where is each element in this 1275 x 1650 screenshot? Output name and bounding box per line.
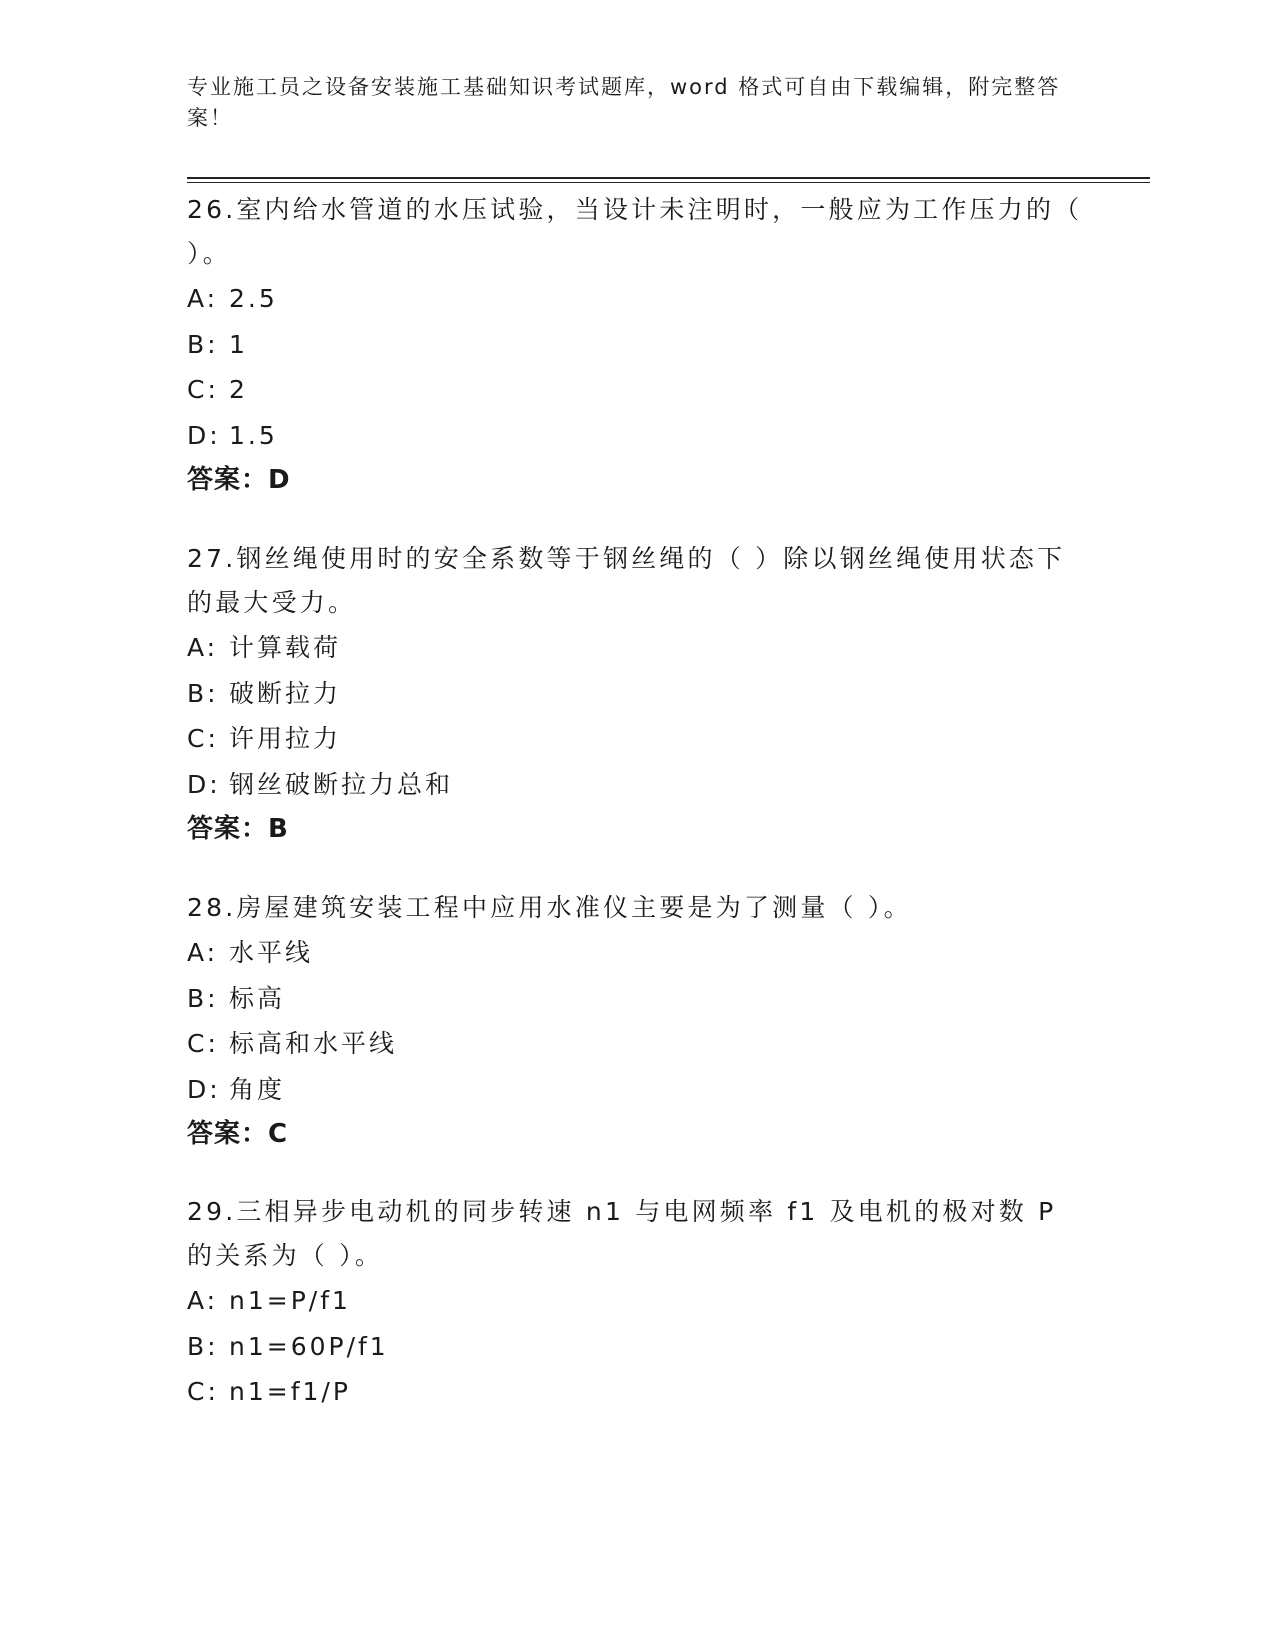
question-stem: 27.钢丝绳使用时的安全系数等于钢丝绳的（ ）除以钢丝绳使用状态下的最大受力。 bbox=[187, 544, 1066, 617]
option-text: 1 bbox=[229, 329, 248, 359]
option-text: 1.5 bbox=[229, 420, 278, 450]
option-text: 破断拉力 bbox=[229, 678, 342, 708]
question-29 bbox=[187, 1190, 1087, 1415]
option-c bbox=[187, 367, 1087, 413]
option-text: 水平线 bbox=[229, 938, 314, 967]
option-letter: A: bbox=[187, 284, 219, 313]
option-text: 2 bbox=[229, 375, 248, 404]
header-rule-thin bbox=[187, 182, 1150, 183]
option-c bbox=[187, 1369, 1087, 1415]
option-letter: A: bbox=[187, 938, 219, 967]
option-letter: D: bbox=[187, 420, 221, 450]
option-d bbox=[187, 762, 1087, 808]
option-a bbox=[187, 1278, 1087, 1324]
option-letter: B: bbox=[187, 329, 219, 359]
option-text: 标高和水平线 bbox=[229, 1029, 398, 1058]
option-d bbox=[187, 1067, 1087, 1113]
option-text: n1=f1/P bbox=[229, 1377, 351, 1406]
option-b bbox=[187, 1324, 1087, 1370]
option-b bbox=[187, 671, 1087, 717]
document-header: 专业施工员之设备安装施工基础知识考试题库，word 格式可自由下载编辑，附完整答案！ bbox=[187, 75, 1061, 130]
question-stem: 26.室内给水管道的水压试验，当设计未注明时，一般应为工作压力的（ ）。 bbox=[187, 195, 1083, 268]
question-26 bbox=[187, 188, 1087, 502]
option-b bbox=[187, 322, 1087, 368]
option-text: 2.5 bbox=[229, 284, 278, 313]
answer-line: 答案：D bbox=[187, 465, 291, 495]
option-letter: C: bbox=[187, 1029, 219, 1058]
option-c bbox=[187, 716, 1087, 762]
header-rule-thick bbox=[187, 177, 1150, 179]
question-stem: 28.房屋建筑安装工程中应用水准仪主要是为了测量（ ）。 bbox=[187, 893, 912, 922]
option-a bbox=[187, 930, 1087, 976]
option-text: 许用拉力 bbox=[229, 724, 342, 753]
option-letter: D: bbox=[187, 769, 221, 799]
question-27 bbox=[187, 537, 1087, 851]
option-text: n1=60P/f1 bbox=[229, 1331, 389, 1361]
option-letter: D: bbox=[187, 1074, 221, 1104]
option-text: 标高 bbox=[229, 983, 286, 1013]
option-letter: B: bbox=[187, 983, 219, 1013]
question-stem: 29.三相异步电动机的同步转速 n1 与电网频率 f1 及电机的极对数 P 的关系为（ ）。 bbox=[187, 1197, 1057, 1270]
option-letter: C: bbox=[187, 1377, 219, 1406]
answer-line: 答案：C bbox=[187, 1119, 289, 1149]
answer-line: 答案：B bbox=[187, 814, 289, 844]
option-a bbox=[187, 625, 1087, 671]
option-c bbox=[187, 1021, 1087, 1067]
question-28 bbox=[187, 886, 1087, 1156]
option-letter: B: bbox=[187, 1331, 219, 1361]
option-b bbox=[187, 976, 1087, 1022]
option-letter: C: bbox=[187, 724, 219, 753]
option-letter: C: bbox=[187, 375, 219, 404]
option-text: 钢丝破断拉力总和 bbox=[229, 769, 454, 799]
option-letter: B: bbox=[187, 678, 219, 708]
option-letter: A: bbox=[187, 633, 219, 662]
option-text: n1=P/f1 bbox=[229, 1286, 351, 1315]
option-text: 计算载荷 bbox=[229, 633, 342, 662]
option-a bbox=[187, 276, 1087, 322]
option-d bbox=[187, 413, 1087, 459]
option-letter: A: bbox=[187, 1286, 219, 1315]
option-text: 角度 bbox=[229, 1074, 286, 1104]
